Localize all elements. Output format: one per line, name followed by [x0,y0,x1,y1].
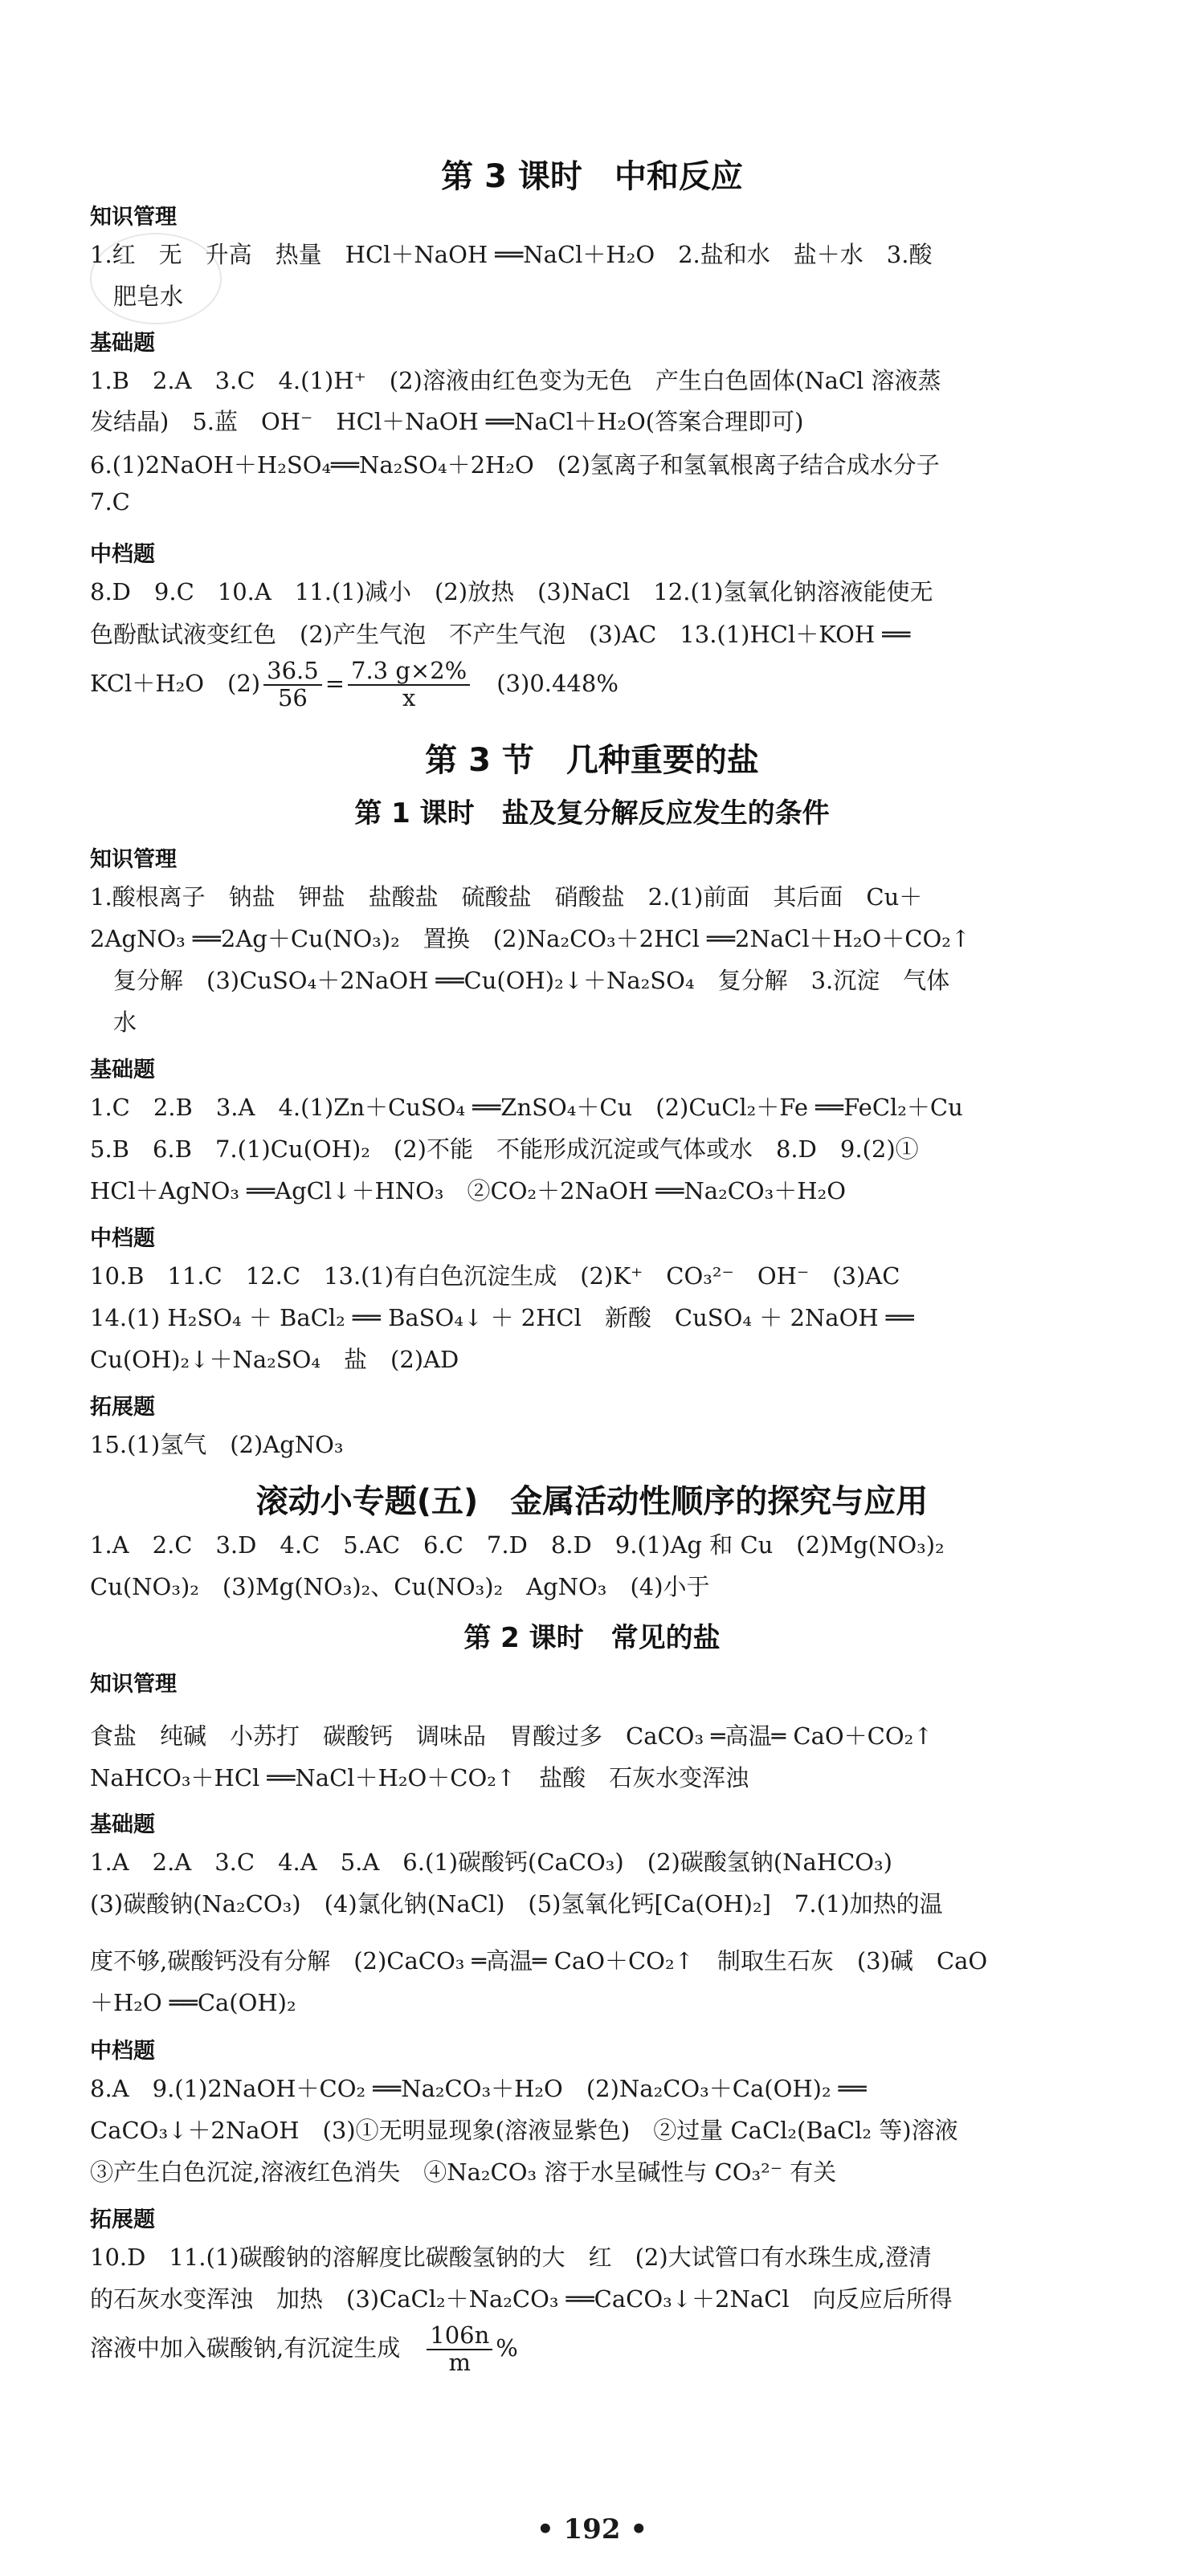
answer-text: (3)0.448% [473,669,619,697]
label-medium: 中档题 [90,2039,155,2064]
fraction-numerator: 36.5 [263,658,322,686]
answer-line: ③产生白色沉淀,溶液红色消失 ④Na₂CO₃ 溶于水呈碱性与 CO₃²⁻ 有关 [90,2158,837,2186]
section-subtitle: 第 1 课时 盐及复分解反应发生的条件 [354,797,830,829]
label-basic: 基础题 [90,1058,155,1082]
fraction [348,658,470,711]
answer-line: HCl＋AgNO₃ ══AgCl↓＋HNO₃ ②CO₂＋2NaOH ══Na₂CO₃＋H₂O [90,1177,846,1204]
equals-sign: = [325,669,345,697]
answer-line: 10.B 11.C 12.C 13.(1)有白色沉淀生成 (2)K⁺ CO₃²⁻ OH⁻ (3)AC [90,1262,900,1290]
fraction-numerator: 106n [427,2323,492,2350]
label-knowledge: 知识管理 [90,1672,177,1697]
answer-line: 10.D 11.(1)碳酸钠的溶解度比碳酸氢钠的大 红 (2)大试管口有水珠生成,澄清 [90,2244,932,2271]
answer-line: 食盐 纯碱 小苏打 碳酸钙 调味品 胃酸过多 CaCO₃ ═高温═ CaO＋CO₂↑ [90,1722,933,1750]
answer-line: CaCO₃↓＋2NaOH (3)①无明显现象(溶液显紫色) ②过量 CaCl₂(BaCl₂ 等)溶液 [90,2117,958,2144]
answer-line: 色酚酞试液变红色 (2)产生气泡 不产生气泡 (3)AC 13.(1)HCl＋KOH ══ [90,621,911,648]
answer-text: KCl＋H₂O (2) [90,669,261,697]
fraction [263,658,322,711]
section-title-special-topic: 滚动小专题(五) 金属活动性顺序的探究与应用 [255,1483,929,1520]
answer-line: 8.A 9.(1)2NaOH＋CO₂ ══Na₂CO₃＋H₂O (2)Na₂CO₃＋Ca(OH)₂ ══ [90,2075,867,2102]
answer-line-fraction [90,658,619,711]
answer-line: 发结晶) 5.蓝 OH⁻ HCl＋NaOH ══NaCl＋H₂O(答案合理即可) [90,408,804,435]
answer-line: 1.A 2.A 3.C 4.A 5.A 6.(1)碳酸钙(CaCO₃) (2)碳酸氢钠(NaHCO₃) [90,1848,892,1876]
section-title-common-salts: 第 2 课时 常见的盐 [463,1622,721,1654]
answer-line: 2AgNO₃ ══2Ag＋Cu(NO₃)₂ 置换 (2)Na₂CO₃＋2HCl ══2NaCl＋H₂O＋CO₂↑ [90,925,971,952]
answer-line: 1.B 2.A 3.C 4.(1)H⁺ (2)溶液由红色变为无色 产生白色固体(NaCl 溶液蒸 [90,367,941,394]
label-extension: 拓展题 [90,2207,155,2232]
answer-line: 的石灰水变浑浊 加热 (3)CaCl₂＋Na₂CO₃ ══CaCO₃↓＋2NaCl 向反应后所得 [90,2285,953,2313]
answer-line: 水 [90,1009,137,1036]
answer-line: NaHCO₃＋HCl ══NaCl＋H₂O＋CO₂↑ 盐酸 石灰水变浑浊 [90,1764,749,1791]
page-number: • 192 • [536,2513,648,2545]
label-medium: 中档题 [90,542,155,567]
label-medium: 中档题 [90,1226,155,1251]
answer-line: 肥皂水 [90,283,184,310]
answer-text: 溶液中加入碳酸钠,有沉淀生成 [90,2333,401,2362]
fraction [427,2323,492,2376]
answer-text: % [496,2333,518,2362]
answer-line: 复分解 (3)CuSO₄＋2NaOH ══Cu(OH)₂↓＋Na₂SO₄ 复分解 3.沉淀 气体 [90,967,950,994]
answer-line: 1.A 2.C 3.D 4.C 5.AC 6.C 7.D 8.D 9.(1)Ag 和 Cu (2)Mg(NO₃)₂ [90,1531,945,1559]
label-knowledge: 知识管理 [90,847,177,872]
answer-line: 14.(1) H₂SO₄ ＋ BaCl₂ ══ BaSO₄↓ ＋ 2HCl 新酸 CuSO₄ ＋ 2NaOH ══ [90,1304,914,1331]
label-knowledge: 知识管理 [90,205,177,230]
fraction-denominator: x [402,683,416,711]
section-title-salts: 第 3 节 几种重要的盐 [425,742,759,779]
label-basic: 基础题 [90,331,155,356]
answer-line: ＋H₂O ══Ca(OH)₂ [90,1989,296,2016]
answer-line: Cu(NO₃)₂ (3)Mg(NO₃)₂、Cu(NO₃)₂ AgNO₃ (4)小于 [90,1573,710,1600]
answer-line: 度不够,碳酸钙没有分解 (2)CaCO₃ ═高温═ CaO＋CO₂↑ 制取生石灰 (3)碱 CaO [90,1947,988,1975]
answer-line: 7.C [90,488,130,516]
answer-line: Cu(OH)₂↓＋Na₂SO₄ 盐 (2)AD [90,1346,459,1373]
answer-line-fraction [90,2323,518,2376]
fraction-numerator: 7.3 g×2% [348,658,470,686]
answer-line: 6.(1)2NaOH＋H₂SO₄══Na₂SO₄＋2H₂O (2)氢离子和氢氧根离子结合成水分子 [90,451,940,479]
answer-line: 1.酸根离子 钠盐 钾盐 盐酸盐 硫酸盐 硝酸盐 2.(1)前面 其后面 Cu＋ [90,883,923,911]
label-basic: 基础题 [90,1812,155,1837]
answer-line: 8.D 9.C 10.A 11.(1)减小 (2)放热 (3)NaCl 12.(1)氢氧化钠溶液能使无 [90,578,933,605]
section-title-neutralization: 第 3 课时 中和反应 [441,158,743,195]
fraction-denominator: m [448,2348,472,2376]
label-extension: 拓展题 [90,1395,155,1420]
answer-line: 1.C 2.B 3.A 4.(1)Zn＋CuSO₄ ══ZnSO₄＋Cu (2)CuCl₂＋Fe ══FeCl₂＋Cu [90,1094,963,1121]
answer-line: (3)碳酸钠(Na₂CO₃) (4)氯化钠(NaCl) (5)氢氧化钙[Ca(OH)₂] 7.(1)加热的温 [90,1890,943,1918]
answer-line: 5.B 6.B 7.(1)Cu(OH)₂ (2)不能 不能形成沉淀或气体或水 8.D 9.(2)① [90,1135,919,1163]
fraction-denominator: 56 [277,683,308,711]
answer-line: 1.红 无 升高 热量 HCl＋NaOH ══NaCl＋H₂O 2.盐和水 盐＋水 3.酸 [90,241,933,268]
answer-line: 15.(1)氢气 (2)AgNO₃ [90,1431,344,1458]
